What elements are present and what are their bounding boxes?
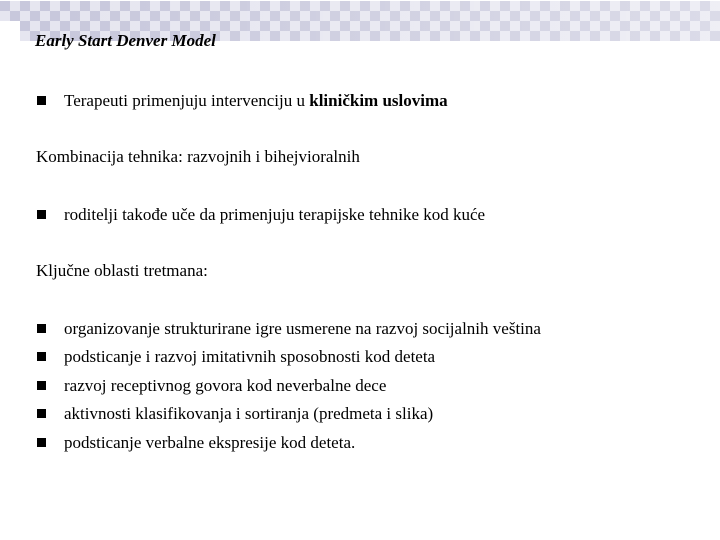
key-area-item xyxy=(37,433,356,453)
key-area-text: podsticanje verbalne ekspresije kod deteta. xyxy=(64,433,356,452)
slide-title: Early Start Denver Model xyxy=(35,31,216,50)
square-bullet-icon xyxy=(37,210,46,219)
key-areas-heading: Ključne oblasti tretmana: xyxy=(36,261,208,280)
key-area-text: podsticanje i razvoj imitativnih sposobnosti kod deteta xyxy=(64,347,436,366)
square-bullet-icon xyxy=(37,381,46,390)
intro-text-regular: Terapeuti primenjuju intervenciju u xyxy=(64,91,310,110)
parents-bullet-item xyxy=(37,205,486,225)
square-bullet-icon xyxy=(37,409,46,418)
square-bullet-icon xyxy=(37,352,46,361)
square-bullet-icon xyxy=(37,96,46,105)
key-area-item xyxy=(37,319,541,339)
combination-line: Kombinacija tehnika: razvojnih i bihejvioralnih xyxy=(36,147,360,166)
intro-bullet-text xyxy=(64,91,448,111)
key-area-item xyxy=(37,347,436,367)
key-area-item xyxy=(37,404,434,424)
square-bullet-icon xyxy=(37,438,46,447)
key-area-item xyxy=(37,376,387,396)
parents-bullet-text: roditelji takođe uče da primenjuju terapijske tehnike kod kuće xyxy=(64,205,486,224)
key-area-text: aktivnosti klasifikovanja i sortiranja (predmeta i slika) xyxy=(64,404,434,423)
key-area-text: razvoj receptivnog govora kod neverbalne dece xyxy=(64,376,387,395)
intro-bullet-item xyxy=(37,91,448,111)
square-bullet-icon xyxy=(37,324,46,333)
key-area-text: organizovanje strukturirane igre usmerene na razvoj socijalnih veština xyxy=(64,319,541,338)
intro-text-bold: kliničkim uslovima xyxy=(309,91,448,110)
